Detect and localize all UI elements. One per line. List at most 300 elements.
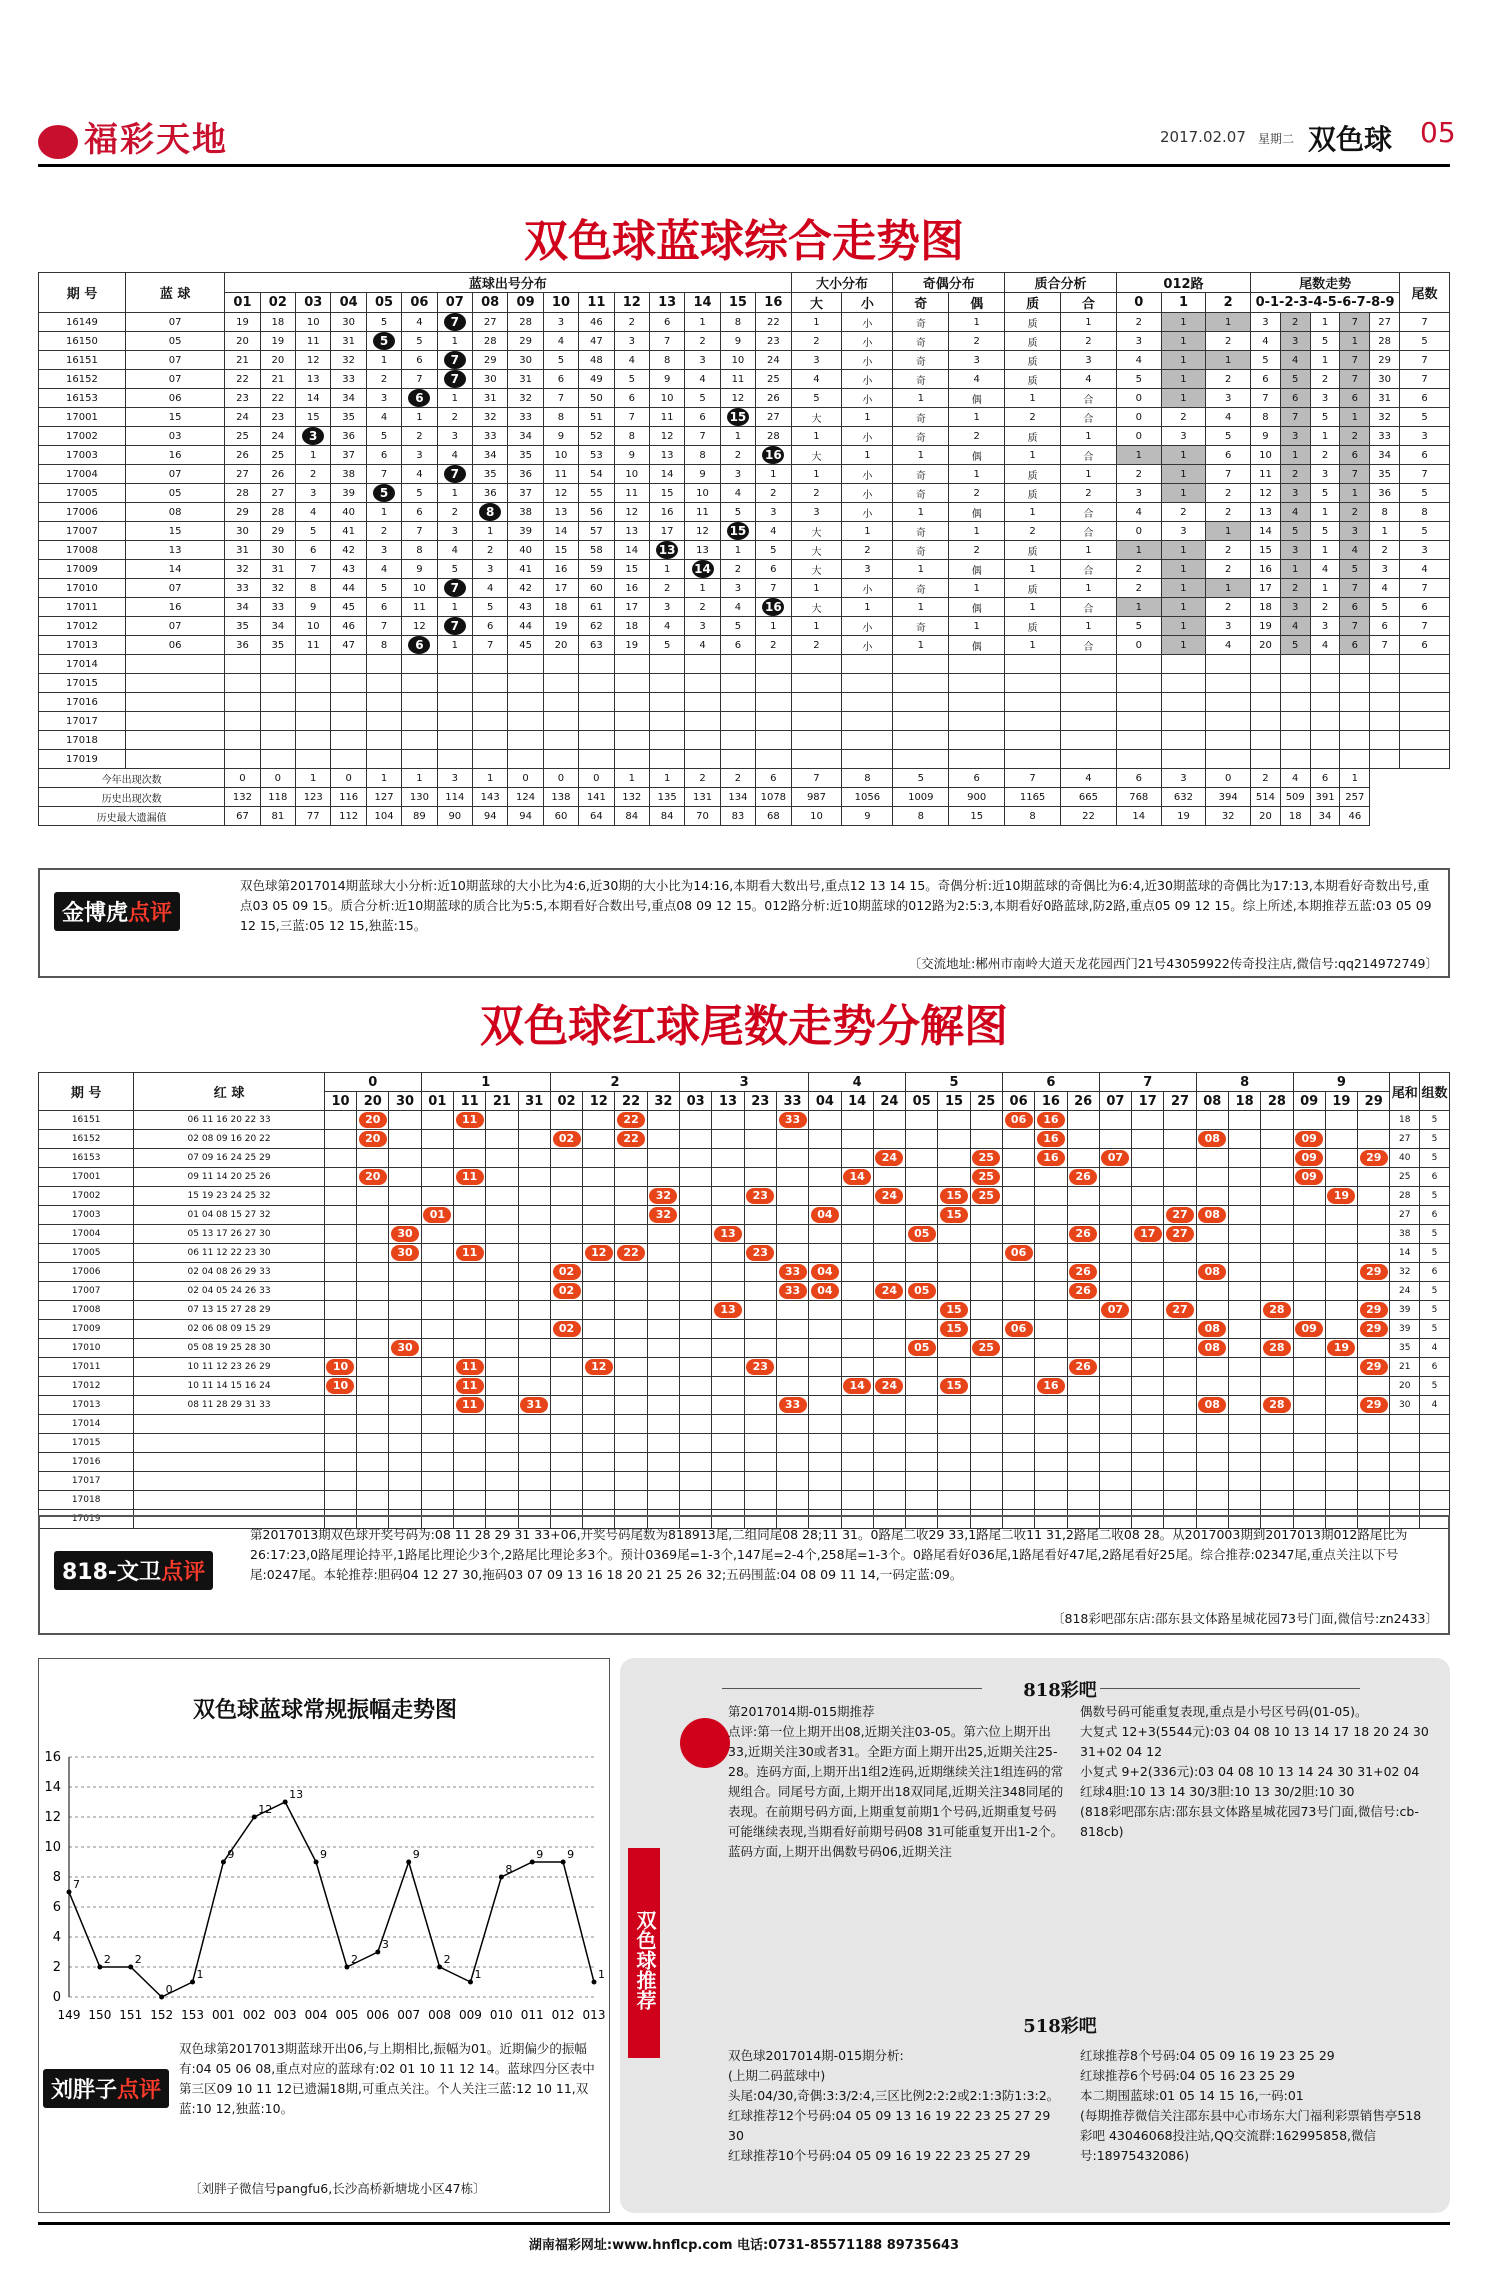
stat-cell: 6	[1400, 389, 1450, 408]
dist-cell: 41	[331, 522, 366, 541]
table-row	[39, 1320, 1450, 1339]
stat-cell	[949, 693, 1005, 712]
tail-cell	[357, 1282, 389, 1301]
tail-cell	[615, 1263, 647, 1282]
tail-cell	[615, 1453, 647, 1472]
group-cell: 6	[1420, 1206, 1450, 1225]
dist-cell: 12	[543, 484, 578, 503]
dist-cell: 4	[685, 636, 720, 655]
stat-cell: 偶	[949, 560, 1005, 579]
red-ball: 27	[1166, 1207, 1194, 1223]
red-ball: 16	[1037, 1112, 1065, 1128]
tail-cell	[1067, 1187, 1099, 1206]
dist-cell: 57	[579, 522, 614, 541]
num-header: 12	[614, 293, 649, 313]
tail-cell	[518, 1453, 550, 1472]
stat-cell: 5	[1116, 370, 1161, 389]
dist-cell: 8	[366, 636, 401, 655]
stat-cell: 3	[1370, 560, 1400, 579]
dist-cell: 16	[543, 560, 578, 579]
rec-line: 红球4胆:10 13 14 30/3胆:10 13 30/2胆:10 30	[1080, 1784, 1355, 1799]
summary-cell: 7	[791, 769, 842, 788]
dist-cell: 34	[508, 427, 543, 446]
table-row	[39, 636, 1450, 655]
tail-cell	[389, 1415, 421, 1434]
dist-cell: 35	[508, 446, 543, 465]
red-ball: 33	[779, 1264, 807, 1280]
dist-cell: 35	[225, 617, 260, 636]
dist-cell: 27	[260, 484, 295, 503]
sum-cell: 39	[1390, 1301, 1420, 1320]
tail-cell	[486, 1415, 518, 1434]
tail-cell	[357, 1244, 389, 1263]
dist-cell: 4	[296, 503, 331, 522]
tail-cell	[906, 1472, 938, 1491]
tail-cell	[1099, 1168, 1131, 1187]
tail-cell	[453, 1263, 485, 1282]
tail-cell	[938, 1301, 970, 1320]
dist-cell	[331, 731, 366, 750]
sum-cell: 35	[1390, 1339, 1420, 1358]
tail-cell	[744, 1244, 776, 1263]
stat-cell: 大	[791, 522, 842, 541]
red-ball: 32	[649, 1188, 677, 1204]
stat-cell: 3	[1206, 389, 1251, 408]
stat-cell: 7	[1340, 351, 1370, 370]
tail-cell	[841, 1377, 873, 1396]
red-ball: 07	[1101, 1150, 1129, 1166]
tail-cell	[1196, 1320, 1228, 1339]
red-cell: 02 04 08 26 29 33	[134, 1263, 325, 1282]
tail-cell	[615, 1434, 647, 1453]
dist-cell: 4	[649, 617, 684, 636]
red-ball: 20	[359, 1169, 387, 1185]
commentator-tag: 金博虎点评	[54, 892, 180, 931]
num-header: 23	[744, 1092, 776, 1111]
stat-cell: 7	[1340, 617, 1370, 636]
stat-cell	[1400, 693, 1450, 712]
summary-cell: 2	[720, 769, 755, 788]
rec-line: (818彩吧邵东店:邵东县文体路星城花园73号门面,微信号:cb-818cb)	[1080, 1804, 1419, 1839]
tail-cell	[1261, 1396, 1293, 1415]
tail-cell	[1132, 1472, 1164, 1491]
stat-cell	[1280, 731, 1310, 750]
dist-cell: 6	[720, 636, 755, 655]
data-label: 2	[134, 1953, 142, 1966]
dist-cell: 27	[225, 465, 260, 484]
stat-cell: 3	[1340, 522, 1370, 541]
stat-cell: 3	[1310, 465, 1340, 484]
tail-cell	[841, 1111, 873, 1130]
stat-cell: 5	[1280, 370, 1310, 389]
tail-cell	[841, 1244, 873, 1263]
tail-cell	[421, 1168, 453, 1187]
stat-cell	[1251, 731, 1281, 750]
tail-cell	[647, 1339, 679, 1358]
red-cell: 02 04 05 24 26 33	[134, 1282, 325, 1301]
dist-cell: 3	[366, 389, 401, 408]
tail-cell	[324, 1358, 356, 1377]
tail-cell	[486, 1377, 518, 1396]
data-label: 7	[73, 1878, 80, 1891]
stat-cell: 2	[1116, 579, 1161, 598]
tail-cell	[615, 1396, 647, 1415]
stat-cell	[1400, 731, 1450, 750]
num-header: 02	[260, 293, 295, 313]
tail-cell	[1164, 1111, 1196, 1130]
table-row	[39, 1339, 1450, 1358]
dist-cell	[720, 408, 755, 427]
stat-cell: 1	[1340, 332, 1370, 351]
tail-cell	[970, 1396, 1002, 1415]
tail-cell	[1196, 1453, 1228, 1472]
tail-cell	[938, 1244, 970, 1263]
summary-cell: 68	[756, 807, 791, 826]
tail-cell	[486, 1206, 518, 1225]
tail-cell	[776, 1111, 808, 1130]
blue-trend-table	[38, 272, 1450, 826]
tail-cell	[518, 1263, 550, 1282]
dist-cell	[437, 370, 472, 389]
tail-cell	[486, 1358, 518, 1377]
num-header: 03	[296, 293, 331, 313]
tail-cell	[841, 1472, 873, 1491]
stat-cell: 2	[1206, 541, 1251, 560]
blue-cell	[125, 674, 224, 693]
dist-cell: 60	[579, 579, 614, 598]
tail-cell	[1293, 1434, 1325, 1453]
summary-cell: 8	[893, 807, 949, 826]
dist-cell	[366, 731, 401, 750]
tail-cell	[906, 1111, 938, 1130]
dist-cell: 29	[225, 503, 260, 522]
blue-ball: 16	[762, 446, 784, 464]
tail-cell	[680, 1377, 712, 1396]
stat-cell	[1310, 693, 1340, 712]
tail-cell	[1293, 1130, 1325, 1149]
red-ball: 19	[1327, 1188, 1355, 1204]
dist-cell: 5	[614, 370, 649, 389]
tail-cell	[550, 1206, 582, 1225]
tail-cell	[1099, 1282, 1131, 1301]
sum-cell: 32	[1390, 1263, 1420, 1282]
dist-cell: 37	[508, 484, 543, 503]
tail-cell	[1002, 1339, 1034, 1358]
blue-cell	[125, 731, 224, 750]
tail-cell	[809, 1111, 841, 1130]
stat-cell: 5	[1370, 598, 1400, 617]
red-ball: 08	[1198, 1264, 1226, 1280]
tail-cell	[550, 1339, 582, 1358]
dist-cell: 1	[437, 484, 472, 503]
tail-cell	[389, 1187, 421, 1206]
stat-cell: 2	[1310, 446, 1340, 465]
tail-cell	[1035, 1225, 1067, 1244]
rec-line: 小复式 9+2(336元):03 04 08 10 13 14 24 30 31+02 04	[1080, 1764, 1420, 1779]
issue-cell: 17007	[39, 522, 126, 541]
tail-cell	[421, 1149, 453, 1168]
dist-cell: 51	[579, 408, 614, 427]
stat-cell: 奇	[893, 541, 949, 560]
dist-cell: 25	[225, 427, 260, 446]
red-ball: 02	[553, 1283, 581, 1299]
tail-cell	[357, 1491, 389, 1510]
stat-cell: 小	[842, 579, 893, 598]
dist-cell	[260, 750, 295, 769]
tail-cell	[389, 1339, 421, 1358]
comment-text: 第2017013期双色球开奖号码为:08 11 28 29 31 33+06,开奖号码尾数为818913尾,二组同尾08 28;11 31。0路尾二收29 33,1路尾二收11 31,2路尾二收08 28。从2017003期到2017013期012路尾比为26:17:23,0路尾理论持平,1路尾比理论少3个,2路尾比理论多3个。预计0369尾=1-3个,147尾=2-4个,258尾=1-3个。0路尾看好036尾,1路尾看好47尾,2路尾看好25尾。综合推荐:02347尾,重点关注以下号尾:0247尾。本轮推荐:胆码04 12 27 30,拖码03 07 09 13 16 18 20 21 25 26 32;五码围蓝:04 08 09 11 14,一码定蓝:09。	[250, 1527, 1408, 1582]
tail-cell	[841, 1130, 873, 1149]
dist-cell: 16	[614, 579, 649, 598]
stat-cell: 2	[1310, 370, 1340, 389]
tail-cell	[1228, 1206, 1260, 1225]
dist-cell	[402, 389, 437, 408]
summary-cell: 0	[331, 769, 366, 788]
stat-cell: 大	[791, 560, 842, 579]
dist-cell: 11	[402, 598, 437, 617]
stat-cell: 1	[791, 313, 842, 332]
tail-cell	[970, 1225, 1002, 1244]
sum-cell: 39	[1390, 1320, 1420, 1339]
brand-logo	[38, 112, 228, 161]
tail-cell	[1132, 1130, 1164, 1149]
stat-cell	[893, 712, 949, 731]
table-row	[39, 1453, 1450, 1472]
tail-cell	[550, 1472, 582, 1491]
red-ball: 29	[1360, 1302, 1388, 1318]
stat-cell: 偶	[949, 503, 1005, 522]
tail-cell	[1164, 1320, 1196, 1339]
stat-cell: 1	[1005, 446, 1061, 465]
dist-cell: 2	[473, 541, 508, 560]
dist-cell: 28	[508, 313, 543, 332]
summary-cell: 89	[402, 807, 437, 826]
tail-cell	[1035, 1149, 1067, 1168]
red-ball: 14	[843, 1378, 871, 1394]
issue-cell: 17002	[39, 427, 126, 446]
tail-cell	[1325, 1415, 1357, 1434]
blue-trend-title: 双色球蓝球综合走势图	[524, 216, 964, 267]
tail-cell	[421, 1415, 453, 1434]
stat-cell: 4	[1400, 560, 1450, 579]
dist-cell: 3	[685, 351, 720, 370]
tail-cell	[1358, 1244, 1390, 1263]
red-tail-title: 双色球红球尾数走势分解图	[480, 1001, 1008, 1052]
tail-cell	[1067, 1225, 1099, 1244]
dist-cell: 31	[331, 332, 366, 351]
dist-cell: 12	[402, 617, 437, 636]
table-row	[39, 503, 1450, 522]
page-number: 05	[1420, 116, 1456, 149]
num-header: 09	[1293, 1092, 1325, 1111]
sum-cell: 21	[1390, 1358, 1420, 1377]
tail-cell	[583, 1301, 615, 1320]
tail-cell	[1132, 1244, 1164, 1263]
stat-cell	[1061, 750, 1117, 769]
stat-cell: 质	[1005, 617, 1061, 636]
tail-cell	[744, 1111, 776, 1130]
tail-cell	[324, 1301, 356, 1320]
blue-ball: 15	[727, 522, 749, 540]
tail-cell	[583, 1130, 615, 1149]
tail-cell	[1035, 1206, 1067, 1225]
stat-cell	[1340, 731, 1370, 750]
tail-cell	[841, 1187, 873, 1206]
summary-row	[39, 807, 1450, 826]
tail-cell	[1035, 1130, 1067, 1149]
dist-cell: 1	[720, 541, 755, 560]
stat-cell	[1340, 712, 1370, 731]
table-row	[39, 674, 1450, 693]
tail-cell	[841, 1320, 873, 1339]
tail-cell	[744, 1491, 776, 1510]
red-ball: 09	[1295, 1169, 1323, 1185]
tail-cell	[1099, 1320, 1131, 1339]
tail-cell	[1261, 1263, 1293, 1282]
red-ball: 24	[875, 1283, 903, 1299]
rec-line: 点评:第一位上期开出08,近期关注03-05。第六位上期开出33,近期关注30或者31。全距方面上期开出25,近期关注25-28。连码方面,上期开出1组2连码,近期继续关注1组连码的常规组合。同尾号方面,上期开出18双同尾,近期关注348同尾的表现。在前期号码方面,上期重复前期1个号码,近期重复号码可能继续表现,当期看好前期号码08 31可能重复开出1-2个。蓝码方面,上期开出偶数号码06,近期关注	[728, 1724, 1064, 1859]
tail-cell	[1164, 1244, 1196, 1263]
red-ball: 19	[1327, 1340, 1355, 1356]
tail-cell	[550, 1301, 582, 1320]
dist-cell: 8	[296, 579, 331, 598]
tail-cell	[518, 1149, 550, 1168]
tail-cell	[583, 1434, 615, 1453]
tail-cell	[938, 1472, 970, 1491]
red-ball: 29	[1360, 1264, 1388, 1280]
dist-cell: 8	[685, 446, 720, 465]
tail-cell	[680, 1282, 712, 1301]
stat-cell: 合	[1061, 389, 1117, 408]
dist-cell	[579, 693, 614, 712]
x-tick-label: 151	[119, 2008, 143, 2022]
tail-group: 5	[906, 1073, 1003, 1092]
dist-cell: 1	[720, 427, 755, 446]
dist-cell: 33	[473, 427, 508, 446]
x-tick-label: 005	[335, 2008, 359, 2022]
y-tick-label: 10	[44, 1840, 61, 1855]
tail-cell	[809, 1149, 841, 1168]
tail-cell	[938, 1434, 970, 1453]
tail-group: 4	[809, 1073, 906, 1092]
tail-cell	[809, 1377, 841, 1396]
stat-cell: 1	[1206, 579, 1251, 598]
table-row	[39, 598, 1450, 617]
tail-cell	[680, 1339, 712, 1358]
issue-cell: 17012	[39, 1377, 134, 1396]
sub-header: 0	[1116, 293, 1161, 313]
dist-cell: 1	[366, 503, 401, 522]
dist-cell: 6	[366, 598, 401, 617]
num-header: 10	[324, 1092, 356, 1111]
data-point	[314, 1860, 319, 1865]
stat-cell: 7	[1206, 465, 1251, 484]
stat-cell: 3	[1280, 541, 1310, 560]
issue-cell: 16153	[39, 389, 126, 408]
tail-cell	[1196, 1206, 1228, 1225]
dist-cell: 4	[543, 332, 578, 351]
dist-cell	[649, 731, 684, 750]
dist-cell: 35	[260, 636, 295, 655]
red-ball: 25	[972, 1150, 1000, 1166]
dist-cell: 7	[366, 465, 401, 484]
stat-cell: 1	[1161, 617, 1206, 636]
stat-cell: 1	[1310, 351, 1340, 370]
summary-cell: 0	[1206, 769, 1251, 788]
stat-cell: 2	[1161, 408, 1206, 427]
dist-cell: 5	[366, 313, 401, 332]
tail-cell	[744, 1206, 776, 1225]
red-ball: 15	[940, 1207, 968, 1223]
tail-cell	[550, 1491, 582, 1510]
red-ball: 13	[714, 1226, 742, 1242]
sum-cell: 20	[1390, 1377, 1420, 1396]
tail-cell	[1002, 1491, 1034, 1510]
dist-cell: 11	[543, 465, 578, 484]
issue-cell: 17009	[39, 1320, 134, 1339]
tail-cell	[1164, 1453, 1196, 1472]
tail-cell	[680, 1225, 712, 1244]
tail-cell	[873, 1130, 905, 1149]
stat-cell: 小	[842, 484, 893, 503]
stat-cell: 1	[1005, 503, 1061, 522]
summary-label: 历史出现次数	[39, 788, 225, 807]
num-header: 33	[776, 1092, 808, 1111]
col-primecomp: 质合分析	[1005, 273, 1117, 293]
stat-cell: 5	[1280, 522, 1310, 541]
tail-cell	[809, 1396, 841, 1415]
dist-cell	[225, 750, 260, 769]
tail-cell	[615, 1358, 647, 1377]
tail-cell	[324, 1111, 356, 1130]
num-header: 04	[809, 1092, 841, 1111]
dist-cell: 2	[720, 446, 755, 465]
tail-cell	[744, 1168, 776, 1187]
issue-cell: 17006	[39, 503, 126, 522]
tail-cell	[1228, 1472, 1260, 1491]
tail-cell	[389, 1168, 421, 1187]
dist-cell	[649, 655, 684, 674]
tail-cell	[1099, 1301, 1131, 1320]
tail-cell	[518, 1225, 550, 1244]
stat-cell: 7	[1400, 579, 1450, 598]
tail-cell	[776, 1225, 808, 1244]
blue-cell	[125, 655, 224, 674]
table-row	[39, 370, 1450, 389]
table-row	[39, 1168, 1450, 1187]
tail-cell	[1261, 1168, 1293, 1187]
red-ball: 17	[1134, 1226, 1162, 1242]
y-tick-label: 12	[44, 1810, 61, 1825]
tail-cell	[938, 1149, 970, 1168]
issue-cell: 17014	[39, 1415, 134, 1434]
footer-rule	[38, 2222, 1450, 2225]
dist-cell	[402, 655, 437, 674]
issue-cell: 17017	[39, 712, 126, 731]
issue-cell: 17015	[39, 674, 126, 693]
tail-cell	[712, 1472, 744, 1491]
x-tick-label: 007	[397, 2008, 421, 2022]
stat-cell	[1116, 712, 1161, 731]
commentator-tag: 刘胖子点评	[43, 2069, 169, 2108]
tail-cell	[1002, 1472, 1034, 1491]
stat-cell: 7	[1280, 408, 1310, 427]
tail-cell	[1132, 1415, 1164, 1434]
sum-cell: 27	[1390, 1206, 1420, 1225]
table-row	[39, 579, 1450, 598]
sub-header: 大	[791, 293, 842, 313]
tail-cell	[486, 1168, 518, 1187]
